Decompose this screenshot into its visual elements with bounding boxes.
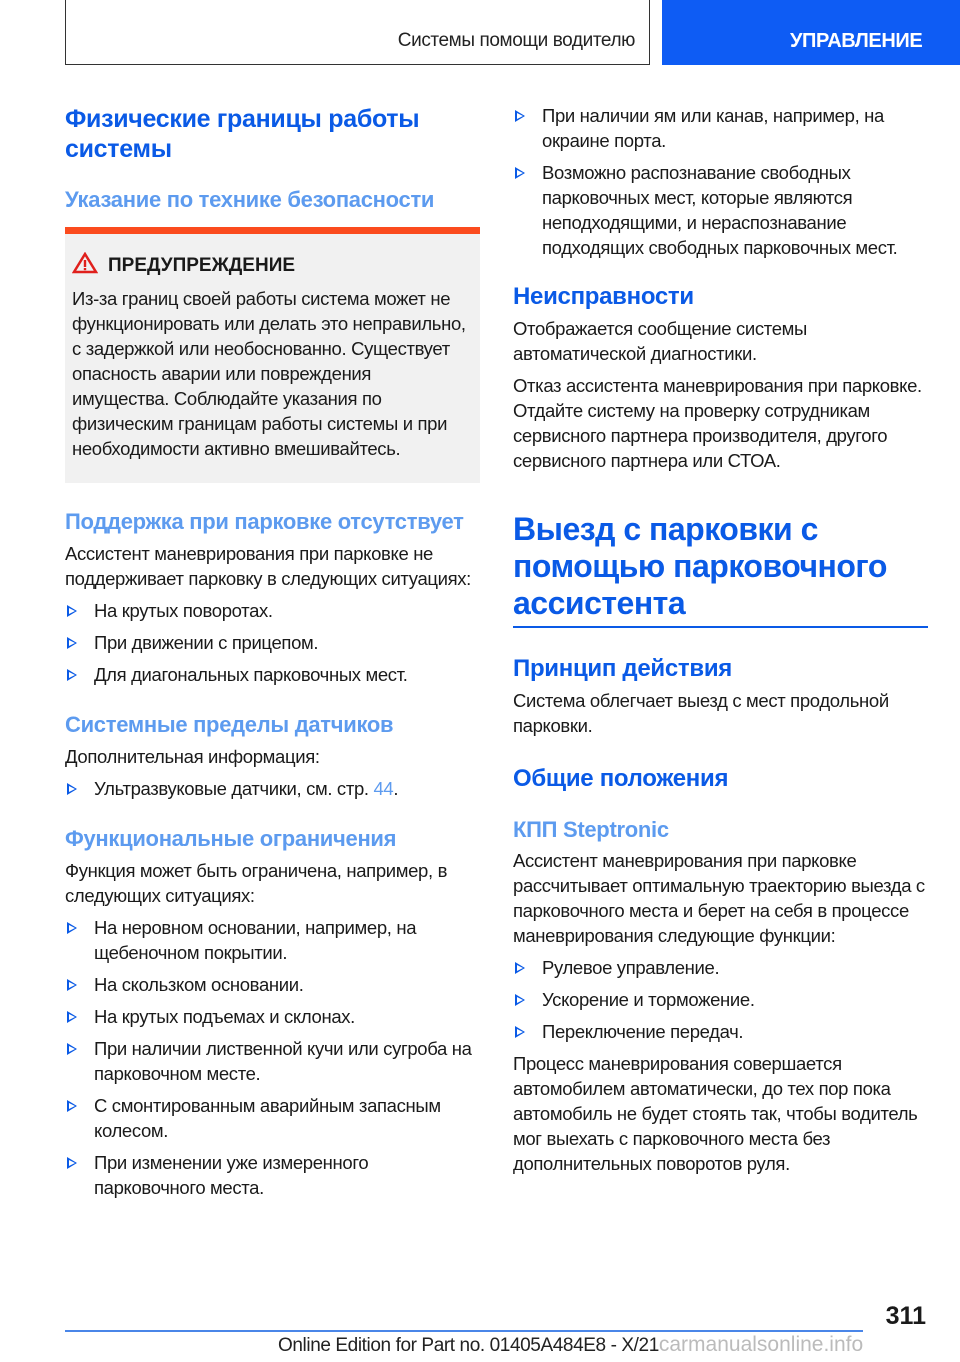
heading-faults: Неисправности [513,283,694,310]
warning-title: ПРЕДУПРЕЖДЕНИЕ [108,255,296,276]
list-item: При движении с прицепом. [65,630,480,655]
list-item: Переключение передач. [513,1019,928,1044]
bullet-triangle-icon [515,962,525,974]
list-item: С смонтированным аварийным запасным колесом. [65,1093,480,1143]
bullet-triangle-icon [515,110,525,122]
list-item: Для диагональных парковочных мест. [65,662,480,687]
final-text: Процесс маневрирования совершается автомобилем автоматически, до тех пор пока автомобиль не будет стоять так, чтобы водитель мог выехать с парковочного места без дополнительных поворотов руля. [513,1053,918,1174]
edition-text: Online Edition for Part no. 01405A484E8 - X/21 [278,1335,659,1356]
heading-safety: Указание по технике безопасности [65,187,435,212]
list-item: Возможно распознавание свободных парковочных мест, которые являются неподходящими, и нераспознавание подходящих свободных парковочных мест. [513,160,928,260]
no-support-text: Ассистент маневрирования при парковке не поддерживает парковку в следующих ситуациях: [65,543,471,589]
warning-triangle-icon [72,252,98,280]
page-number: 311 [885,1302,926,1330]
bullet-triangle-icon [67,605,77,617]
heading-general: Общие положения [513,765,729,792]
heading-sensors: Системные пределы датчиков [65,712,394,737]
heading-no-support: Поддержка при парковке отсутствует [65,509,464,534]
bullet-triangle-icon [67,783,77,795]
bullet-triangle-icon [67,979,77,991]
bullet-triangle-icon [67,637,77,649]
bullet-triangle-icon [67,1043,77,1055]
list-item: На скользком основании. [65,972,480,997]
left-column-bottom [65,508,480,1200]
sensors-text: Дополнительная информация: [65,746,320,767]
left-column-top [65,104,480,214]
bullet-triangle-icon [67,1100,77,1112]
list-item: При наличии лиственной кучи или сугроба на парковочном месте. [65,1036,480,1086]
right-column [513,98,928,1176]
footer-divider [65,1330,863,1332]
faults-text-1: Отображается сообщение системы автоматической диагностики. [513,318,807,364]
bullet-triangle-icon [515,1026,525,1038]
heading-physical-limits: Физические границы работы системы [65,105,420,163]
principle-text: Система облегчает выезд с мест продольной парковки. [513,690,889,736]
func-text: Функция может быть ограничена, например, в следующих ситуациях: [65,860,448,906]
bullet-triangle-icon [67,922,77,934]
watermark: carmanualsonline.info [658,1333,864,1356]
list-item: При наличии ям или канав, например, на окраине порта. [513,103,928,153]
list-item: На крутых поворотах. [65,598,480,623]
header-section-title: Системы помощи водителю [397,30,635,51]
list-item: Ультразвуковые датчики, см. стр. 44. [65,776,480,801]
list-item: На неровном основании, например, на щебеночном покрытии. [65,915,480,965]
bullet-triangle-icon [515,994,525,1006]
list-item: На крутых подъемах и склонах. [65,1004,480,1029]
list-item: Ускорение и торможение. [513,987,928,1012]
steptronic-text: Ассистент маневрирования при парковке рассчитывает оптимальную траекторию выезда с парковочного места и берет на себя в процессе маневрирования следующие функции: [513,850,925,946]
bullet-triangle-icon [67,669,77,681]
heading-principle: Принцип действия [513,655,732,682]
bullet-triangle-icon [67,1011,77,1023]
list-item: При изменении уже измеренного парковочного места. [65,1150,480,1200]
chapter-tab: УПРАВЛЕНИЕ [662,0,960,65]
warning-box [65,227,480,483]
bullet-triangle-icon [67,1157,77,1169]
page-link[interactable]: 44 [373,778,394,799]
heading-steptronic: КПП Steptronic [513,817,669,842]
footer-edition [278,1333,863,1357]
list-item: Рулевое управление. [513,955,928,980]
heading-parking-exit: Выезд с парковки с помощью парковочного ассистента [513,511,928,628]
warning-text: Из-за границ своей работы система может не функционировать или делать это неправильно, с задержкой или необоснованно. Существует опасность аварии или повреждения имущества. Соблюдайте указания по физическим границам работы системы и при необходимости активно вмешивайтесь. [72,288,466,459]
heading-functional-limits: Функциональные ограничения [65,826,397,851]
bullet-triangle-icon [515,167,525,179]
faults-text-2: Отказ ассистента маневрирования при парковке. Отдайте систему на проверку сотрудникам сервисного партнера производителя, другого сервисного партнера или СТОА. [513,375,922,471]
